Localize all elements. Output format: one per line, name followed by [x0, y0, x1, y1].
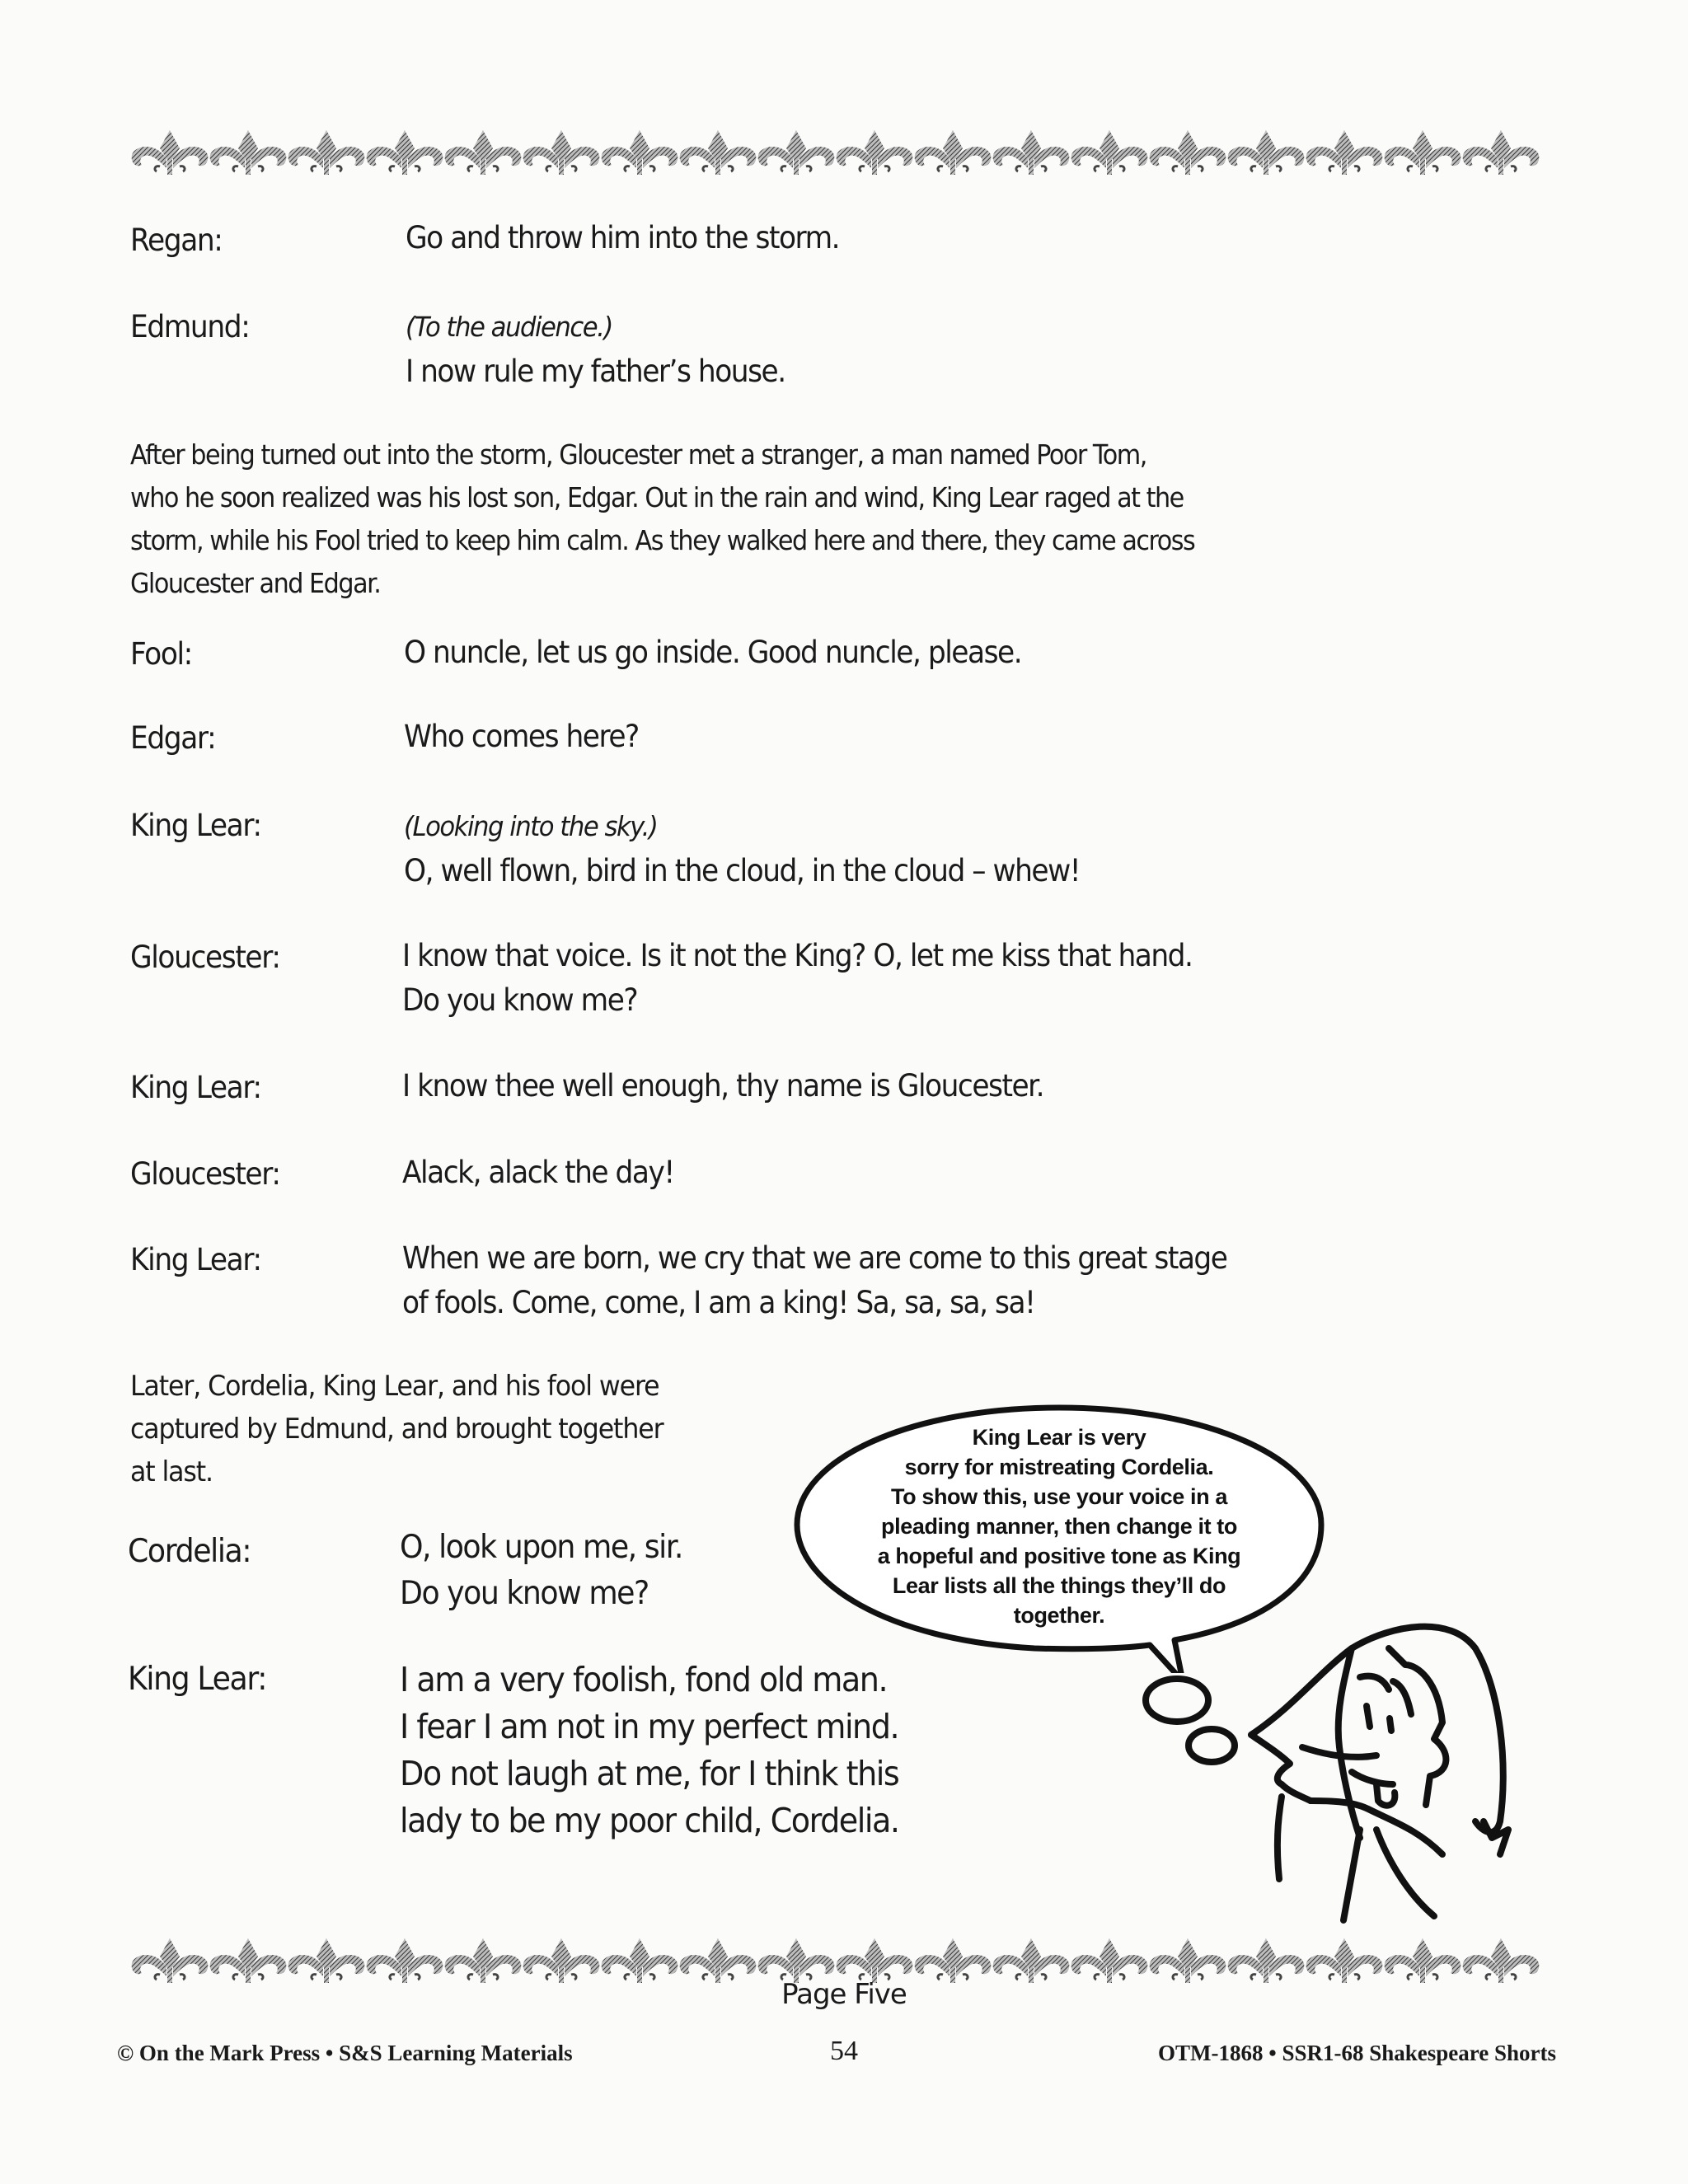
narration-line: storm, while his Fool tried to keep him calm. As they walked here and there, they came across	[130, 525, 1195, 556]
footer-publisher: © On the Mark Press • S&S Learning Materials	[117, 2041, 573, 2065]
speaker-gloucester: Gloucester:	[130, 1156, 280, 1192]
speech-line: O nuncle, let us go inside. Good nuncle, please.	[404, 635, 1022, 670]
speech-regan	[406, 216, 839, 260]
bubble-line: sorry for mistreating Cordelia.	[904, 1455, 1214, 1479]
speech-line: I now rule my father’s house.	[406, 354, 785, 389]
speech-line: Do you know me?	[400, 1575, 649, 1612]
speaker-regan: Regan:	[130, 223, 223, 258]
king-lear-cartoon-icon	[1104, 1615, 1566, 1961]
narration-line: After being turned out into the storm, Gloucester met a stranger, a man named Poor Tom,	[130, 439, 1146, 471]
speech-bubble-text	[837, 1422, 1282, 1630]
speech-fool	[404, 630, 1021, 675]
fleur-de-lis-icon	[130, 125, 1550, 176]
narration-line: who he soon realized was his lost son, Edgar. Out in the rain and wind, King Lear raged at the	[130, 482, 1184, 513]
bubble-line: To show this, use your voice in a	[891, 1484, 1227, 1509]
speech-line: Alack, alack the day!	[402, 1155, 674, 1190]
speech-king-lear	[404, 804, 1080, 893]
speaker-king-lear: King Lear:	[128, 1661, 267, 1698]
speech-line: I know that voice. Is it not the King? O, let me kiss that hand.	[402, 938, 1193, 973]
speech-gloucester	[402, 934, 1192, 1023]
speech-line: When we are born, we cry that we are come to this great stage	[402, 1240, 1227, 1276]
speech-king-lear	[402, 1064, 1043, 1108]
speaker-cordelia: Cordelia:	[128, 1533, 251, 1570]
speech-king-lear	[400, 1657, 899, 1844]
speech-edmund	[406, 305, 785, 394]
footer-series: OTM-1868 • SSR1-68 Shakespeare Shorts	[1158, 2041, 1556, 2065]
stage-direction: (Looking into the sky.)	[404, 810, 658, 842]
speech-line: Go and throw him into the storm.	[406, 220, 840, 255]
speech-line: I fear I am not in my perfect mind.	[400, 1707, 899, 1746]
speech-line: lady to be my poor child, Cordelia.	[400, 1801, 899, 1840]
speech-gloucester	[402, 1151, 674, 1195]
bubble-line: a hopeful and positive tone as King	[877, 1544, 1241, 1568]
speech-cordelia	[400, 1525, 682, 1617]
bubble-line: pleading manner, then change it to	[881, 1514, 1237, 1539]
fleur-de-lis-border-top	[130, 125, 1550, 176]
fleur-de-lis-icon	[130, 1933, 1550, 1985]
footer-page-number: 54	[830, 2036, 858, 2066]
speech-line: I am a very foolish, fond old man.	[400, 1660, 888, 1699]
speech-line: O, well flown, bird in the cloud, in the cloud – whew!	[404, 853, 1081, 888]
speaker-king-lear: King Lear:	[130, 1242, 261, 1277]
speaker-fool: Fool:	[130, 636, 192, 672]
narration-line: Gloucester and Edgar.	[130, 568, 381, 599]
speech-king-lear	[402, 1236, 1226, 1325]
bubble-line: Lear lists all the things they’ll do	[892, 1573, 1226, 1598]
speaker-edmund: Edmund:	[130, 309, 250, 344]
speaker-king-lear: King Lear:	[130, 1070, 261, 1105]
narration-line: Later, Cordelia, King Lear, and his fool were	[130, 1370, 659, 1403]
bubble-line: King Lear is very	[972, 1425, 1146, 1450]
narration-paragraph-1	[130, 434, 1194, 605]
speech-line: I know thee well enough, thy name is Gloucester.	[402, 1068, 1044, 1104]
stage-direction: (To the audience.)	[406, 311, 612, 343]
speech-line: O, look upon me, sir.	[400, 1529, 682, 1566]
bubble-line: together.	[1013, 1603, 1105, 1628]
speech-line: Do you know me?	[402, 982, 638, 1018]
page-label: Page Five	[781, 1978, 907, 2011]
speaker-edgar: Edgar:	[130, 720, 216, 756]
fleur-de-lis-border-bottom	[130, 1933, 1550, 1985]
speech-line: of fools. Come, come, I am a king! Sa, sa, sa, sa!	[402, 1285, 1035, 1320]
speech-edgar	[404, 715, 639, 759]
speaker-gloucester: Gloucester:	[130, 940, 280, 975]
narration-line: captured by Edmund, and brought together	[130, 1413, 663, 1446]
speaker-king-lear: King Lear:	[130, 808, 261, 843]
speech-line: Do not laugh at me, for I think this	[400, 1754, 899, 1793]
narration-paragraph-2	[130, 1365, 663, 1493]
speech-line: Who comes here?	[404, 719, 639, 754]
narration-line: at last.	[130, 1455, 213, 1488]
